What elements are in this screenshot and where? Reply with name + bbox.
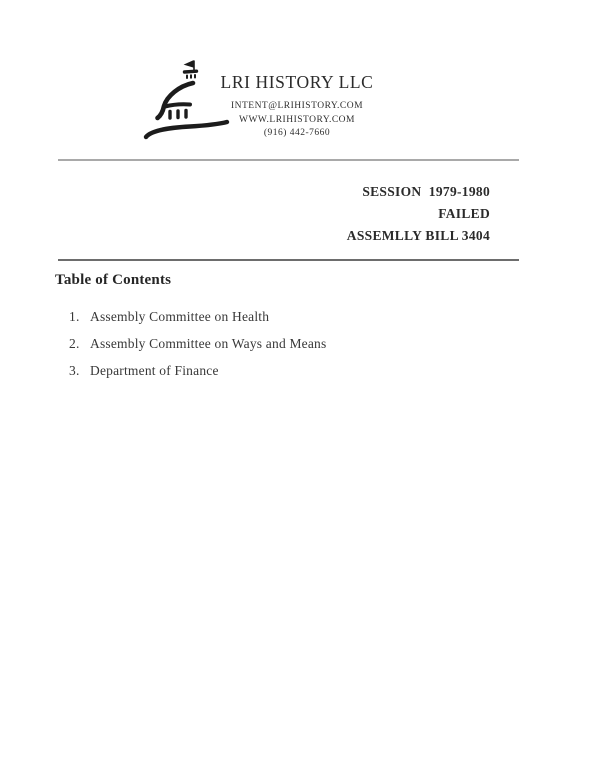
divider-bottom — [58, 259, 519, 261]
case-info — [347, 181, 490, 247]
toc-item-number: 3. — [69, 363, 80, 378]
toc-item — [69, 330, 529, 357]
toc-item — [69, 357, 529, 384]
status-line: FAILED — [438, 206, 490, 221]
company-website: WWW.LRIHISTORY.COM — [239, 114, 355, 125]
company-email: INTENT@LRIHISTORY.COM — [230, 101, 364, 111]
toc-item-number: 2. — [69, 336, 80, 351]
company-name: LRI HISTORY LLC — [220, 72, 374, 92]
divider-top — [58, 159, 519, 161]
toc-item-number: 1. — [69, 309, 80, 324]
toc-item-label: Department of Finance — [90, 363, 219, 378]
toc-item-label: Assembly Committee on Ways and Means — [90, 336, 327, 351]
toc-list — [69, 303, 529, 384]
toc-item — [69, 303, 529, 330]
toc-item-label: Assembly Committee on Health — [90, 309, 270, 324]
bill-line: ASSEMLLY BILL 3404 — [346, 228, 490, 243]
letterhead — [172, 72, 422, 141]
toc-title: Table of Contents — [55, 272, 172, 288]
session-line: SESSION 1979-1980 — [362, 184, 490, 199]
company-phone: (916) 442-7660 — [263, 128, 331, 138]
